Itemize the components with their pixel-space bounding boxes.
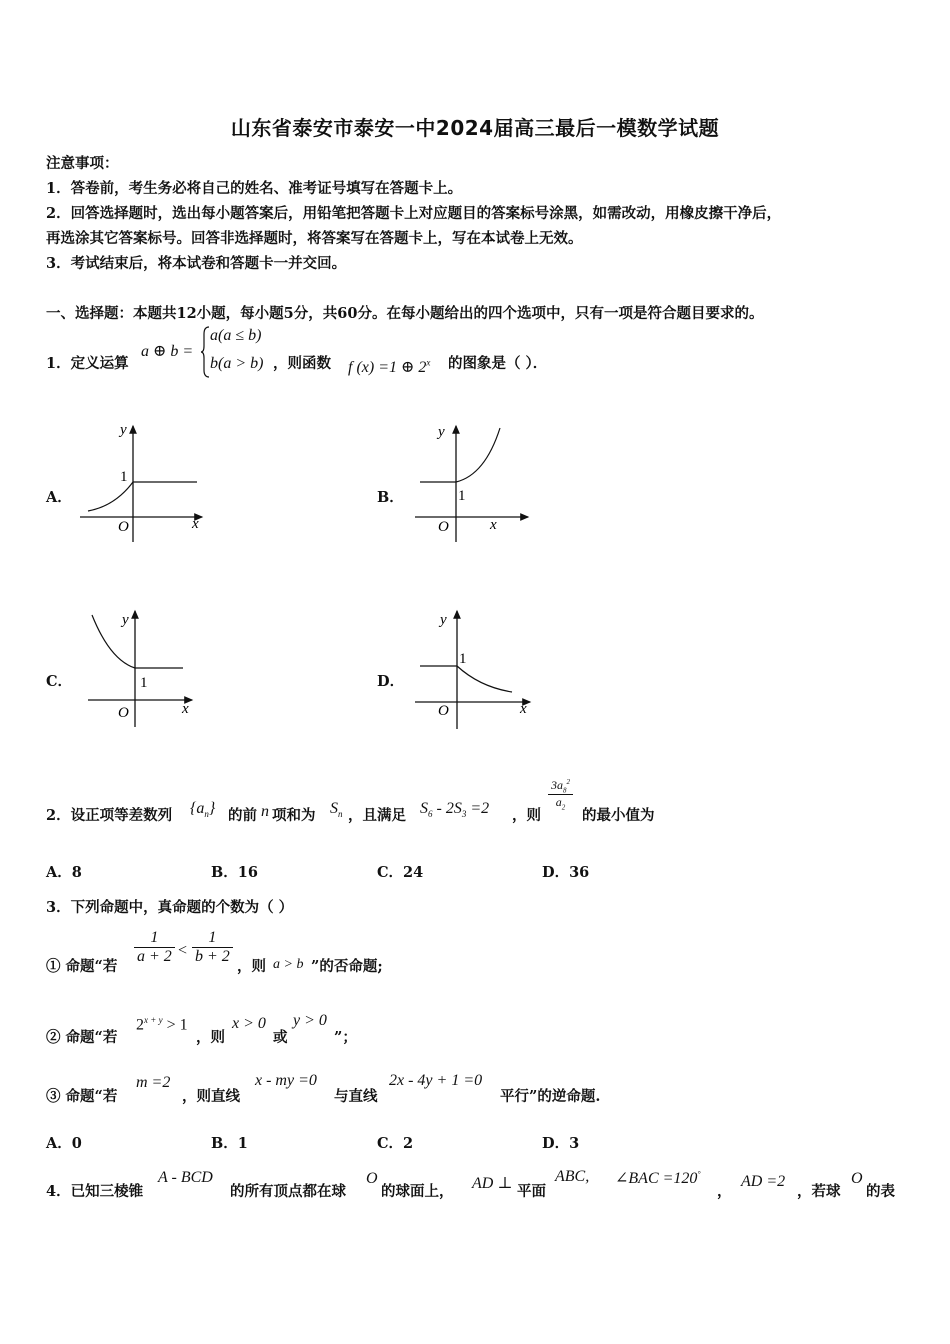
q4-mid-2: 的球面上，: [381, 1183, 454, 1200]
q2-option-a: A．8: [46, 864, 82, 881]
q3-option-b: B．1: [211, 1135, 248, 1152]
q2-mid-3: ，且满足: [348, 807, 406, 824]
q4-mid-4: ，若球: [797, 1183, 841, 1200]
q3-p1-prefix: ① 命题“若: [46, 958, 118, 975]
q4-comma: ，: [717, 1183, 732, 1200]
q2-sum: $S_n$: [330, 800, 343, 820]
x-label: x: [490, 517, 497, 533]
q2-option-c: C．24: [377, 864, 424, 881]
one-label: 1: [459, 651, 467, 667]
q3-stem: 3．下列命题中，真命题的个数为（ ）: [46, 899, 294, 916]
q4-suffix: 的表: [866, 1183, 895, 1200]
origin-label: O: [118, 705, 129, 721]
origin-label: O: [118, 519, 129, 535]
q3-p2-prefix: ② 命题“若: [46, 1029, 118, 1046]
q4-angle: ∠BAC =120°: [615, 1169, 701, 1187]
notes-item-2a: 2．回答选择题时，选出每小题答案后，用铅笔把答题卡上对应题目的答案标号涂黑，如需改动，用橡皮擦干净后，: [46, 205, 782, 222]
q3-p2-condition-2: y > 0: [293, 1012, 327, 1029]
q3-p2-inequality: $2^{x + y} > 1$: [136, 1015, 188, 1034]
q3-p2-suffix: ”；: [334, 1029, 357, 1046]
q1-middle: ，则函数: [273, 355, 331, 372]
q2-suffix: 的最小值为: [582, 807, 655, 824]
q1-case-2: b(a > b): [210, 355, 264, 372]
q4-plane: ABC,: [555, 1168, 590, 1185]
y-label: y: [440, 612, 447, 628]
q1-graph-d: [410, 605, 540, 730]
notes-heading: 注意事项：: [46, 155, 119, 172]
q2-mid-1: 的前: [228, 807, 257, 824]
section-heading: 一、选择题：本题共12小题，每小题5分，共60分。在每小题给出的四个选项中，只有一项是符合题目要求的。: [46, 305, 764, 322]
q3-p3-m: m =2: [136, 1074, 171, 1091]
q4-mid-3: 平面: [517, 1183, 546, 1200]
curve-decay: [457, 666, 512, 692]
y-label: y: [120, 422, 127, 438]
q3-p1-less-than: <: [178, 942, 188, 959]
q2-condition: $S_6 - 2S_3 =2$: [420, 800, 490, 820]
q3-p1-fraction-1: $\frac{1}{a + 2}$: [134, 929, 175, 966]
q1-suffix: 的图象是（ ）．: [448, 355, 548, 372]
q3-p3-line-2: 2x - 4y + 1 =0: [389, 1072, 483, 1089]
y-label: y: [438, 424, 445, 440]
q3-option-d: D．3: [542, 1135, 580, 1152]
q2-n: n: [261, 803, 269, 820]
q1-prefix: 1．定义运算: [46, 355, 129, 372]
q1-operator: a ⊕ b =: [141, 343, 194, 360]
one-label: 1: [120, 469, 128, 485]
q1-brace: [201, 326, 209, 378]
curve-exp: [456, 428, 500, 482]
q2-option-d: D．36: [542, 864, 590, 881]
q2-option-b: B．16: [211, 864, 258, 881]
page-title: 山东省泰安市泰安一中2024届高三最后一模数学试题: [230, 116, 720, 140]
q3-p3-mid-1: ，则直线: [182, 1088, 240, 1105]
q3-option-a: A．0: [46, 1135, 82, 1152]
origin-label: O: [438, 519, 449, 535]
q4-sphere-1: O: [366, 1170, 378, 1187]
q3-p3-suffix: 平行”的逆命题.: [500, 1088, 601, 1105]
q4-mid-1: 的所有顶点都在球: [230, 1183, 346, 1200]
q3-p1-suffix: ”的否命题;: [311, 958, 383, 975]
x-label: x: [182, 701, 189, 717]
q2-prefix: 2．设正项等差数列: [46, 807, 173, 824]
one-label: 1: [140, 675, 148, 691]
q3-p1-condition: a > b: [273, 957, 304, 972]
curve-exp: [88, 482, 133, 511]
origin-label: O: [438, 703, 449, 719]
one-label: 1: [458, 488, 466, 504]
q3-p2-mid: ，则: [196, 1029, 225, 1046]
q1-option-a-label: A．: [46, 489, 72, 506]
q1-function: f (x) =1 ⊕ 2$^x$: [348, 357, 431, 376]
q2-mid-4: ，则: [512, 807, 541, 824]
q2-fraction: $\frac{3a_8^2}{a_2}$: [548, 778, 573, 812]
q4-perpendicular: AD ⊥: [472, 1175, 513, 1192]
q4-length: AD =2: [741, 1173, 786, 1190]
q1-option-b-label: B．: [377, 489, 404, 506]
x-label: x: [192, 516, 199, 532]
q2-mid-2: 项和为: [272, 807, 316, 824]
notes-item-3: 3．考试结束后，将本试卷和答题卡一并交回。: [46, 255, 347, 272]
x-label: x: [520, 701, 527, 717]
y-label: y: [122, 612, 129, 628]
q3-p1-mid: ，则: [237, 958, 266, 975]
q1-graph-c: [80, 605, 210, 730]
q1-option-d-label: D．: [377, 673, 405, 690]
notes-item-2b: 再选涂其它答案标号。回答非选择题时，将答案写在答题卡上，写在本试卷上无效。: [46, 230, 583, 247]
q3-p3-line-1: x - my =0: [255, 1072, 317, 1089]
q1-case-1: a(a ≤ b): [210, 327, 262, 344]
q2-sequence: $\{a_n\}$: [190, 800, 216, 820]
q3-p2-or: 或: [273, 1029, 288, 1046]
q1-graph-a: [80, 420, 210, 545]
q4-tetrahedron: A - BCD: [158, 1169, 213, 1186]
q3-p1-fraction-2: $\frac{1}{b + 2}$: [192, 929, 233, 966]
q3-option-c: C．2: [377, 1135, 414, 1152]
notes-item-1: 1．答卷前，考生务必将自己的姓名、准考证号填写在答题卡上。: [46, 180, 463, 197]
q3-p3-mid-2: 与直线: [334, 1088, 378, 1105]
q4-prefix: 4．已知三棱锥: [46, 1183, 144, 1200]
q3-p2-condition-1: x > 0: [232, 1015, 266, 1032]
q1-graph-b: [410, 420, 540, 545]
q3-p3-prefix: ③ 命题“若: [46, 1088, 118, 1105]
q1-option-c-label: C．: [46, 673, 73, 690]
q4-sphere-2: O: [851, 1170, 863, 1187]
